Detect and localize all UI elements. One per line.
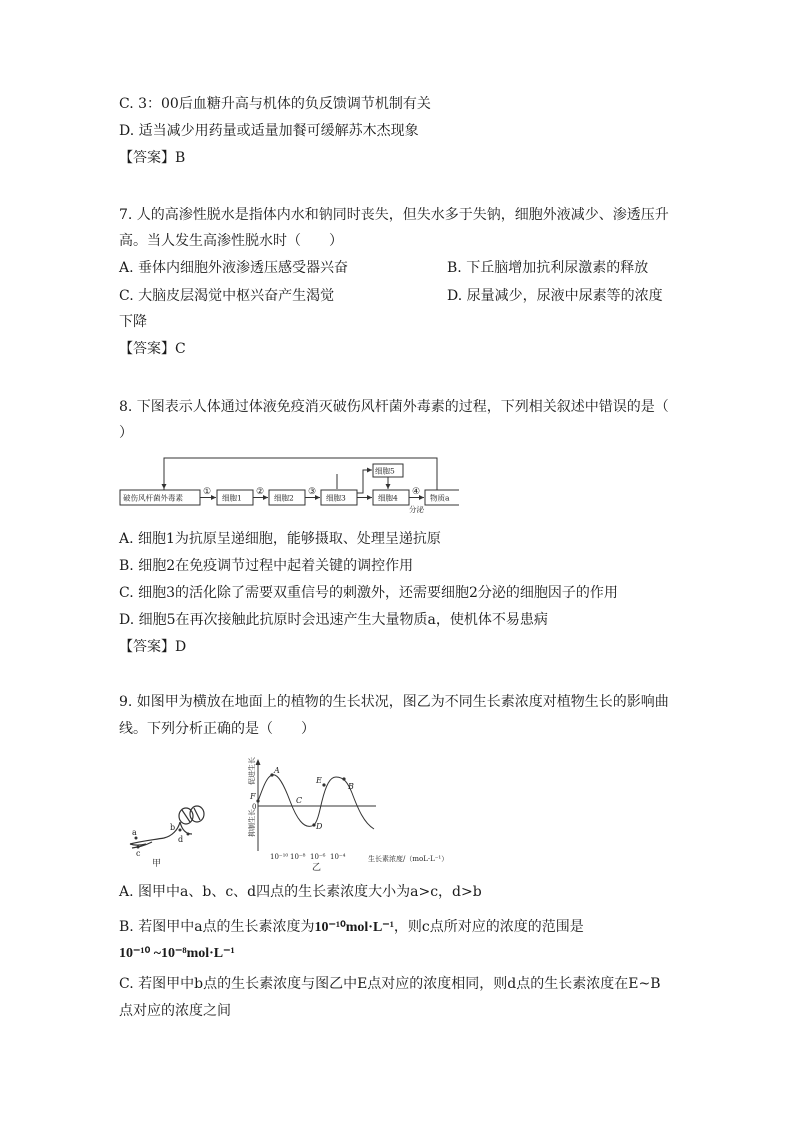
q8-option-c: C. 细胞3的活化除了需要双重信号的刺激外，还需要细胞2分泌的细胞因子的作用 (119, 585, 618, 601)
diagram-step1: ① (203, 487, 212, 497)
q9-option-c-line1: C. 若图甲中b点的生长素浓度与图乙中E点对应的浓度相同，则d点的生长素浓度在E~B (119, 976, 661, 992)
jia-point-c: c (136, 849, 141, 858)
yi-ylabel-promote: 促进生长 (248, 757, 256, 785)
q7-answer: 【答案】C (119, 341, 186, 357)
q7-option-d-cont: 下降 (119, 314, 147, 330)
diagram-cell3: 细胞3 (326, 493, 346, 503)
yi-tick-4: 10⁻⁴ (330, 853, 346, 861)
diagram-step2: ② (256, 487, 265, 497)
q9-stem-line2: 线。下列分析正确的是（ ） (119, 721, 315, 737)
q8-option-d: D. 细胞5在再次接触此抗原时会迅速产生大量物质a，使机体不易患病 (119, 612, 548, 628)
jia-point-b: b (170, 823, 176, 832)
jia-point-a: a (132, 828, 137, 837)
q8-option-b: B. 细胞2在免疫调节过程中起着关键的调控作用 (119, 558, 414, 574)
yi-caption: 乙 (312, 863, 322, 872)
q6-option-c: C. 3：00后血糖升高与机体的负反馈调节机制有关 (119, 96, 431, 112)
yi-tick-2: 10⁻⁸ (290, 853, 306, 861)
immune-process-diagram (119, 454, 459, 514)
q7-option-d: D. 尿量减少，尿液中尿素等的浓度 (447, 288, 663, 304)
yi-point-c: C (296, 796, 303, 805)
jia-caption: 甲 (152, 859, 162, 869)
diagram-step3: ③ (308, 487, 317, 497)
figure-yi-chart (244, 757, 454, 872)
q7-option-a: A. 垂体内细胞外液渗透压感受器兴奋 (119, 260, 349, 276)
yi-point-e: E (316, 776, 322, 785)
q6-answer: 【答案】B (119, 150, 186, 166)
q9-option-b-formula: 10⁻¹⁰mol·L⁻¹ (314, 920, 394, 935)
diagram-cell2: 细胞2 (274, 493, 294, 503)
q8-option-a: A. 细胞1为抗原呈递细胞，能够摄取、处理呈递抗原 (119, 531, 441, 547)
jia-point-d: d (178, 835, 184, 844)
q7-stem-line1: 7. 人的高渗性脱水是指体内水和钠同时丧失，但失水多于失钠，细胞外液减少、渗透压升 (119, 207, 669, 223)
diagram-substance-a: 物质a (430, 493, 450, 503)
yi-point-f: F (250, 792, 256, 801)
q7-stem-line2: 高。当人发生高渗性脱水时（ ） (119, 233, 343, 249)
yi-tick-3: 10⁻⁶ (310, 853, 326, 861)
q7-option-c: C. 大脑皮层渴觉中枢兴奋产生渴觉 (119, 288, 335, 304)
diagram-step4: ④ (412, 487, 421, 497)
diagram-secrete: 分泌 (409, 505, 424, 514)
q9-option-b-text2: ，则c点所对应的浓度的范围是 (393, 919, 584, 935)
q6-option-d: D. 适当减少用药量或适量加餐可缓解苏木杰现象 (119, 123, 419, 139)
yi-zero: 0 (252, 803, 257, 811)
q9-option-b-range: 10⁻¹⁰ ~10⁻⁸mol·L⁻¹ (119, 946, 235, 961)
q9-stem-line1: 9. 如图甲为横放在地面上的植物的生长状况，图乙为不同生长素浓度对植物生长的影响曲 (119, 694, 669, 710)
yi-point-d: D (316, 822, 323, 831)
q8-stem-line2: ） (119, 425, 133, 441)
yi-point-b: B (348, 782, 354, 791)
yi-ylabel-inhibit: 抑制生长 (248, 809, 256, 837)
q8-answer: 【答案】D (119, 639, 187, 655)
yi-point-a: A (274, 766, 280, 775)
diagram-cell4: 细胞4 (378, 493, 398, 503)
diagram-cell1: 细胞1 (222, 493, 242, 503)
q7-option-b: B. 下丘脑增加抗利尿激素的释放 (447, 260, 649, 276)
q9-option-b-text1: B. 若图甲中a点的生长素浓度为 (119, 919, 315, 935)
figure-jia-plant (122, 800, 222, 870)
q9-option-c-line2: 点对应的浓度之间 (119, 1003, 231, 1019)
q9-option-a: A. 图甲中a、b、c、d四点的生长素浓度大小为a>c，d>b (119, 884, 482, 900)
q9-option-b (119, 917, 584, 938)
q8-stem-line1: 8. 下图表示人体通过体液免疫消灭破伤风杆菌外毒素的过程，下列相关叙述中错误的是（ (119, 399, 669, 415)
yi-xlabel: 生长素浓度/（moL·L⁻¹） (368, 855, 449, 863)
yi-tick-1: 10⁻¹⁰ (270, 853, 289, 861)
diagram-antigen-label: 破伤风杆菌外毒素 (123, 493, 183, 503)
diagram-cell5: 细胞5 (375, 466, 395, 476)
